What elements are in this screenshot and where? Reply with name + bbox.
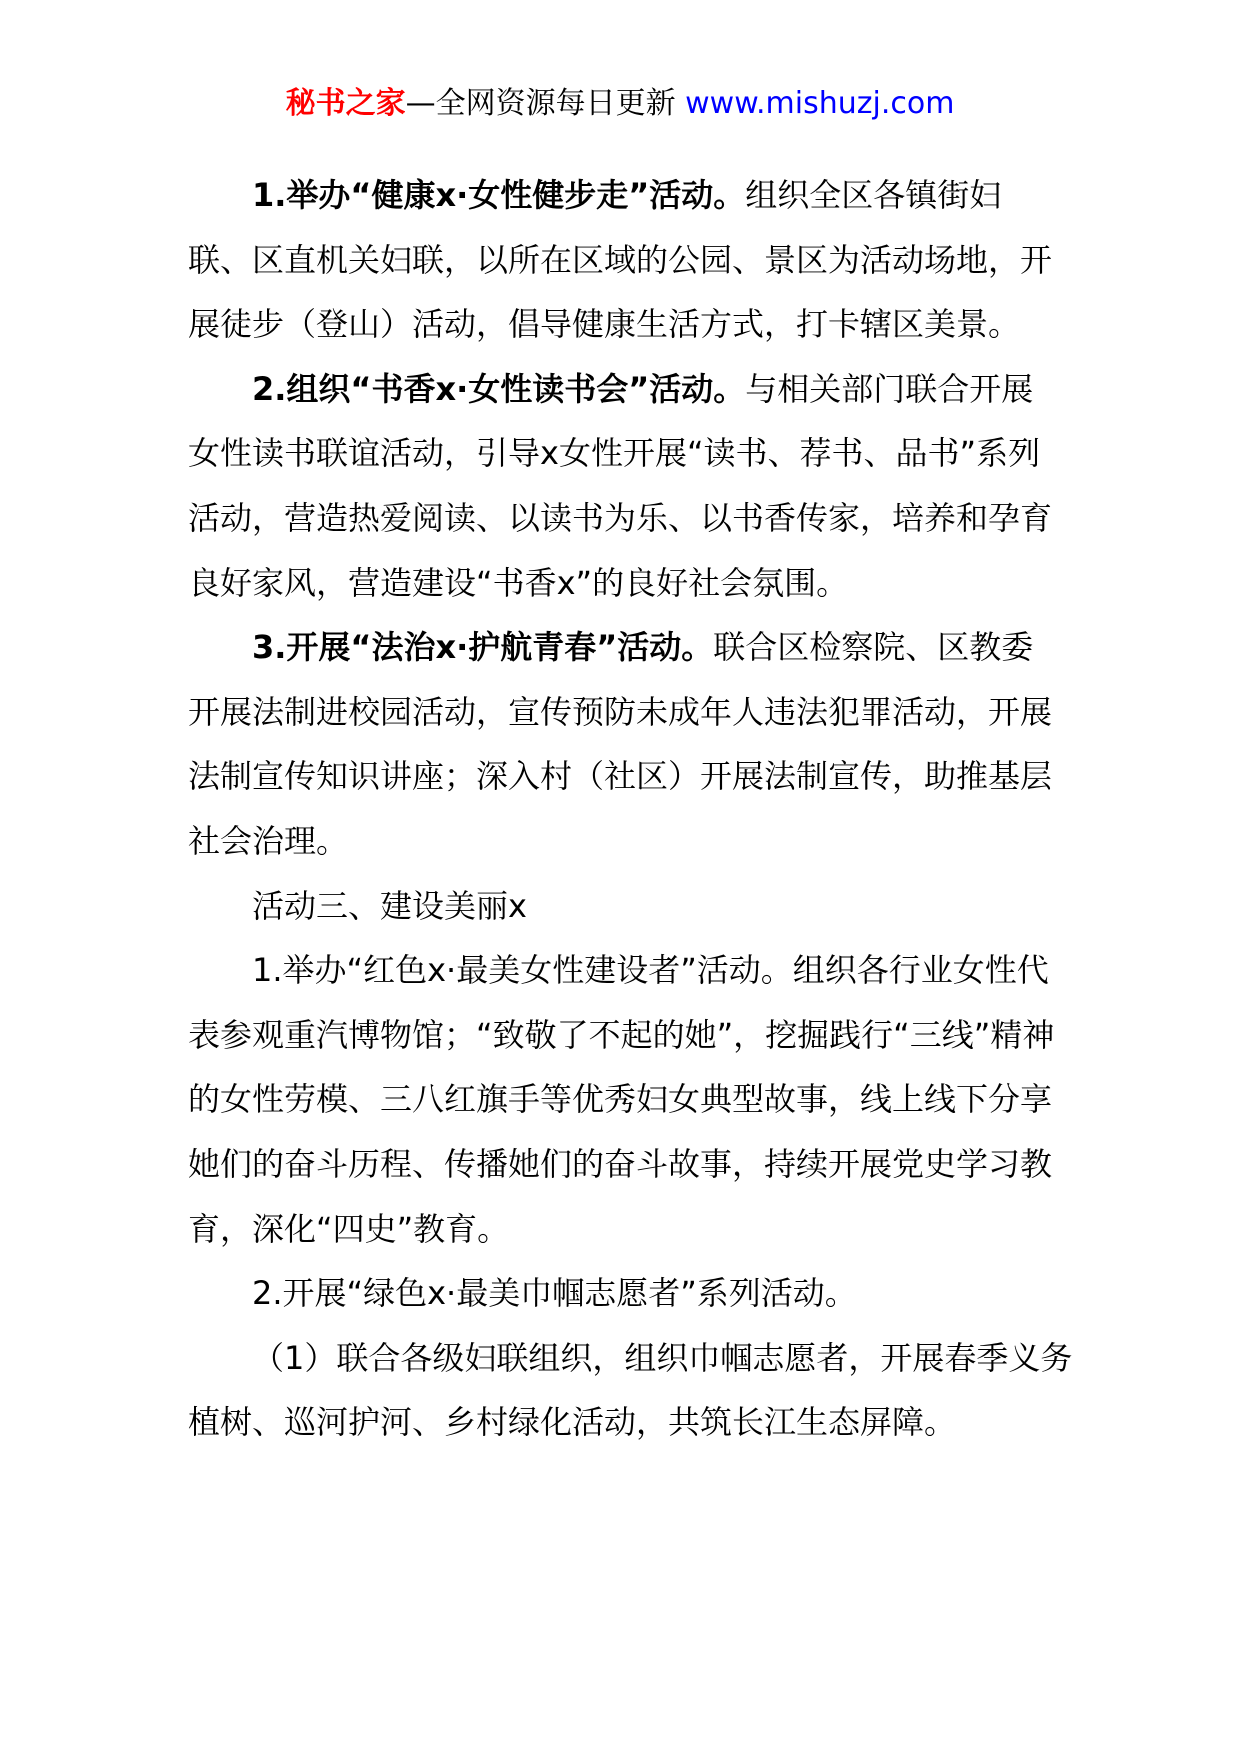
paragraph-3-text: 联合区检察院、区教委开展法制进校园活动，宣传预防未成年人违法犯罪活动，开展法制宣传知识讲座；深入村（社区）开展法制宣传，助推基层社会治理。 [188, 628, 1053, 860]
paragraph-4 [188, 938, 1058, 1261]
header-url-link[interactable]: www.mishuzj.com [685, 86, 955, 121]
paragraph-6-text: （1）联合各级妇联组织，组织巾帼志愿者，开展春季义务植树、巡河护河、乡村绿化活动，共筑长江生态屏障。 [188, 1338, 1073, 1442]
paragraph-5 [188, 1261, 1058, 1326]
paragraph-3 [188, 615, 1058, 873]
section-heading-text: 活动三、建设美丽x [252, 886, 527, 925]
paragraph-5-text: 2.开展“绿色x·最美巾帼志愿者”系列活动。 [252, 1274, 857, 1313]
paragraph-2-text: 与相关部门联合开展女性读书联谊活动，引导x女性开展“读书、荐书、品书”系列活动，营造热爱阅读、以读书为乐、以书香传家，培养和孕育良好家风，营造建设“书香x”的良好社会氛围。 [188, 369, 1053, 602]
paragraph-2-heading: 2.组织“书香x·女性读书会”活动。 [252, 369, 746, 408]
paragraph-4-text: 1.举办“红色x·最美女性建设者”活动。组织各行业女性代表参观重汽博物馆；“致敬了不起的她”，挖掘践行“三线”精神的女性劳模、三八红旗手等优秀妇女典型故事，线上线下分享她们的奋斗历程、传播她们的奋斗故事，持续开展党史学习教育，深化“四史”教育。 [188, 951, 1055, 1248]
header-brand: 秘书之家 [285, 86, 406, 121]
section-heading [188, 874, 1058, 939]
paragraph-1-heading: 1.举办“健康x·女性健步走”活动。 [252, 176, 746, 214]
paragraph-1 [188, 163, 1058, 357]
document-body [188, 163, 1073, 1455]
header-tagline: —全网资源每日更新 [405, 86, 676, 121]
paragraph-2 [188, 357, 1058, 615]
paragraph-3-heading: 3.开展“法治x·护航青春”活动。 [252, 628, 714, 667]
page-header [0, 84, 1240, 124]
paragraph-1-text: 组织全区各镇街妇联、区直机关妇联，以所在区域的公园、景区为活动场地，开展徒步（登山）活动，倡导健康生活方式，打卡辖区美景。 [188, 176, 1053, 344]
paragraph-6 [188, 1326, 1078, 1455]
